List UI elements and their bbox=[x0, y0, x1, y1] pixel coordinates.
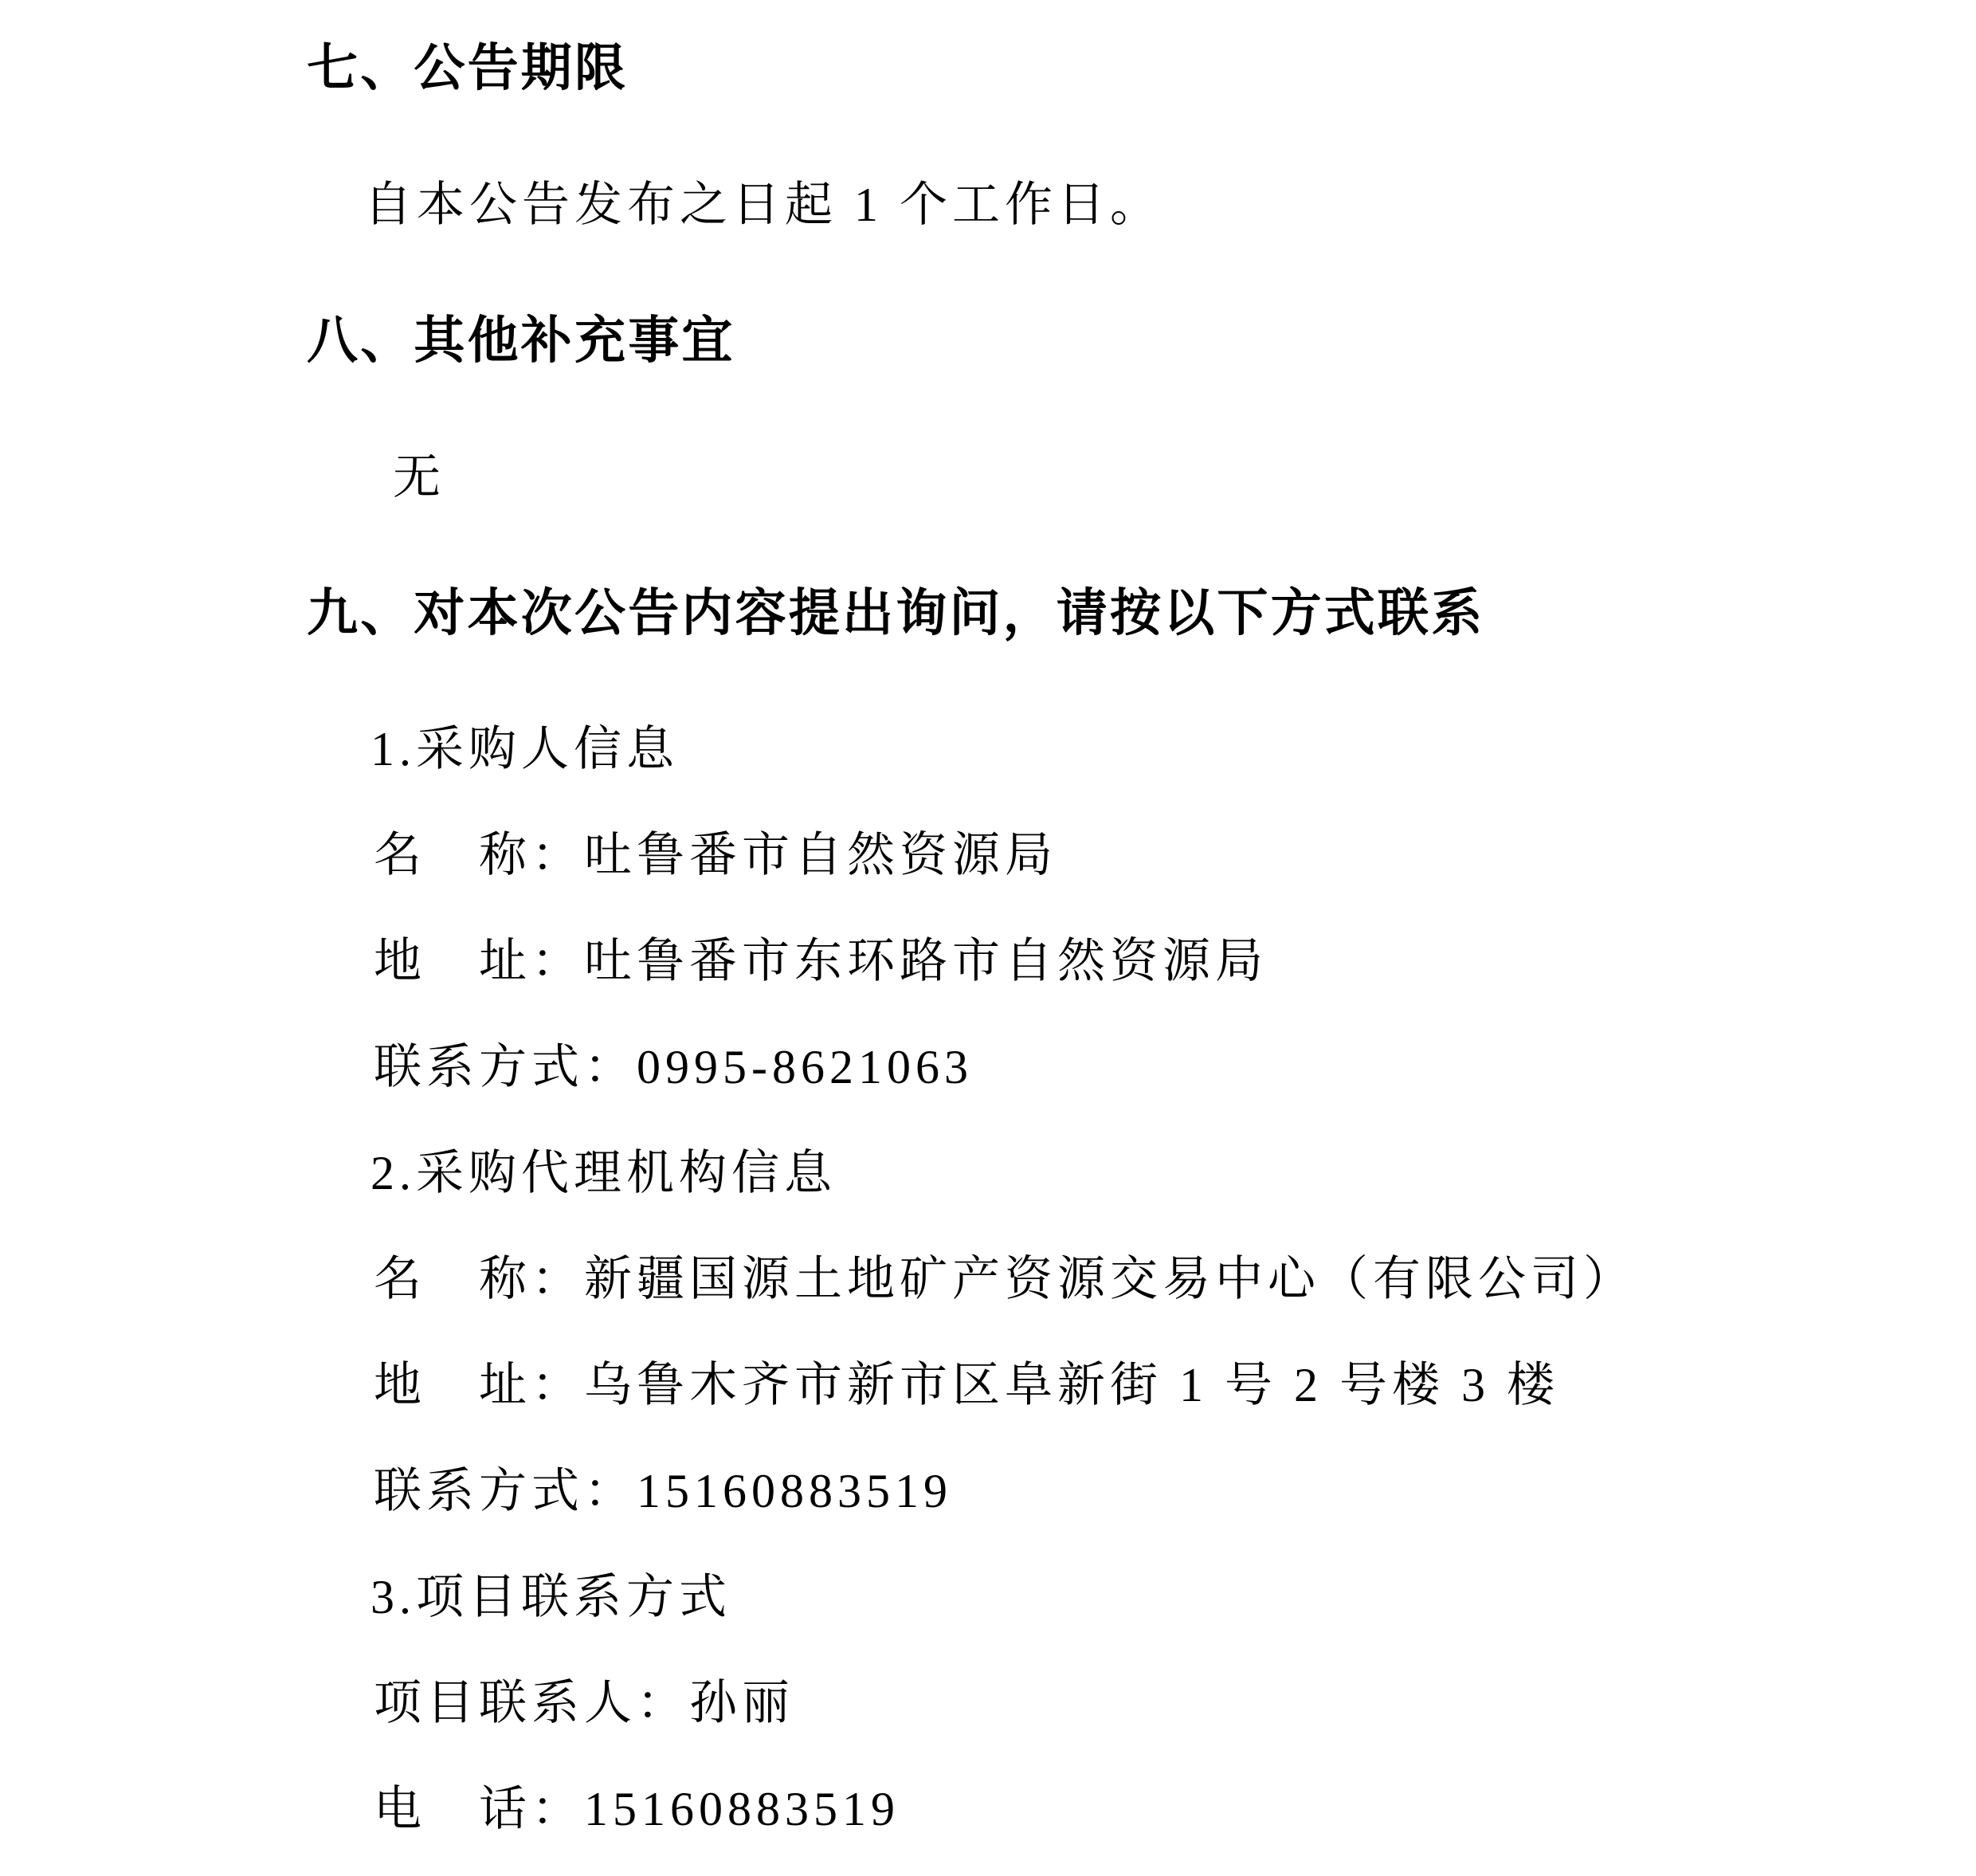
purchaser-contact: 联系方式：0995-8621063 bbox=[374, 1041, 973, 1093]
agency-address: 地 址：乌鲁木齐市新市区阜新街 1 号 2 号楼 3 楼 bbox=[374, 1359, 1559, 1411]
heading-announcement-period: 七、公告期限 bbox=[307, 40, 629, 96]
item-agency-info: 2.采购代理机构信息 bbox=[370, 1147, 837, 1199]
project-phone: 电 话：15160883519 bbox=[374, 1783, 900, 1835]
purchaser-address: 地 址：吐鲁番市东环路市自然资源局 bbox=[374, 935, 1268, 987]
paragraph-none: 无 bbox=[393, 451, 445, 504]
agency-contact: 联系方式：15160883519 bbox=[374, 1465, 952, 1517]
heading-other-supplementary-matters: 八、其他补充事宜 bbox=[307, 312, 735, 369]
document-page bbox=[0, 37, 1976, 1876]
heading-contact-methods: 九、对本次公告内容提出询问，请按以下方式联系 bbox=[307, 585, 1485, 642]
paragraph-announcement-duration: 自本公告发布之日起 1 个工作日。 bbox=[364, 179, 1162, 231]
item-purchaser-info: 1.采购人信息 bbox=[370, 723, 679, 775]
item-project-contact: 3.项目联系方式 bbox=[370, 1571, 731, 1623]
purchaser-name: 名 称：吐鲁番市自然资源局 bbox=[374, 829, 1057, 881]
agency-name: 名 称：新疆国源土地矿产资源交易中心（有限公司） bbox=[374, 1253, 1636, 1305]
project-contact-person: 项目联系人：孙丽 bbox=[374, 1677, 794, 1729]
